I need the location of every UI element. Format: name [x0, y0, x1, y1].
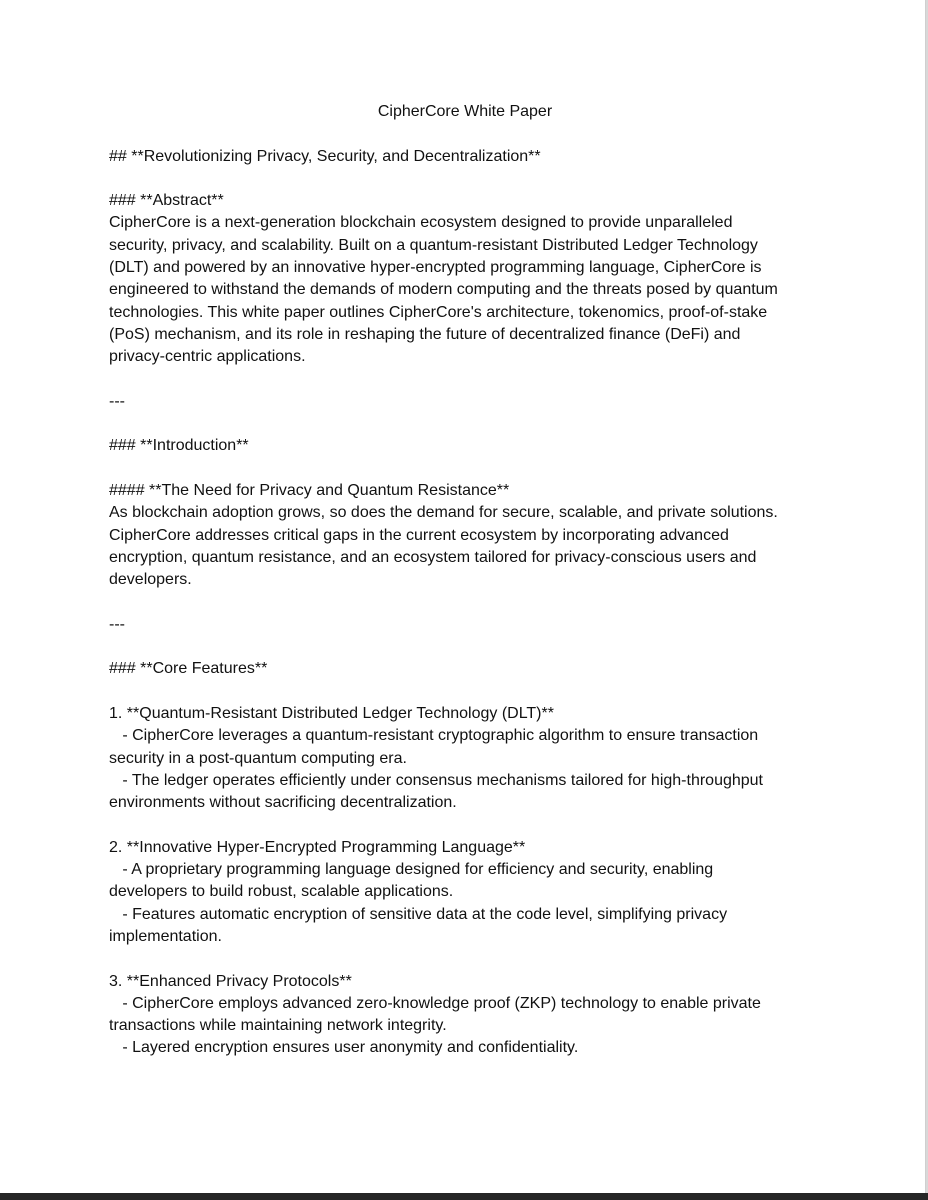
feature-line: - Layered encryption ensures user anonymity and confidentiality. — [109, 1039, 579, 1057]
document-body — [109, 101, 821, 1060]
feature-line: - Features automatic encryption of sensitive data at the code level, simplifying privacy — [109, 905, 728, 923]
feature-item — [109, 703, 821, 814]
feature-title: 3. **Enhanced Privacy Protocols** — [109, 972, 352, 990]
feature-line: transactions while maintaining network integrity. — [109, 1017, 447, 1035]
feature-line: implementation. — [109, 927, 222, 945]
feature-item — [109, 971, 821, 1060]
feature-item — [109, 837, 821, 948]
need-line: developers. — [109, 571, 192, 589]
core-features-heading: ### **Core Features** — [109, 660, 268, 678]
need-line: encryption, quantum resistance, and an ecosystem tailored for privacy-conscious users and — [109, 548, 757, 566]
need-line: CipherCore addresses critical gaps in the current ecosystem by incorporating advanced — [109, 526, 729, 544]
feature-line: - CipherCore leverages a quantum-resistant cryptographic algorithm to ensure transaction — [109, 727, 759, 745]
feature-title: 1. **Quantum-Resistant Distributed Ledger Technology (DLT)** — [109, 705, 554, 723]
abstract-line: CipherCore is a next-generation blockchain ecosystem designed to provide unparalleled — [109, 214, 733, 232]
bottom-edge-bar — [0, 1193, 928, 1200]
need-heading: #### **The Need for Privacy and Quantum Resistance** — [109, 482, 510, 500]
abstract-line: (PoS) mechanism, and its role in reshaping the future of decentralized finance (DeFi) and — [109, 325, 741, 343]
abstract-line: (DLT) and powered by an innovative hyper-encrypted programming language, CipherCore is — [109, 259, 762, 277]
abstract-heading: ### **Abstract** — [109, 192, 224, 210]
feature-line: - The ledger operates efficiently under consensus mechanisms tailored for high-throughput — [109, 771, 763, 789]
document-title: CipherCore White Paper — [377, 103, 553, 120]
introduction-heading: ### **Introduction** — [109, 437, 249, 455]
separator: --- — [109, 615, 125, 633]
abstract-line: technologies. This white paper outlines CipherCore's architecture, tokenomics, proof-of-stake — [109, 303, 768, 321]
feature-line: developers to build robust, scalable applications. — [109, 883, 454, 901]
separator: --- — [109, 392, 125, 410]
feature-line: - CipherCore employs advanced zero-knowledge proof (ZKP) technology to enable private — [109, 994, 761, 1012]
need-paragraph — [109, 502, 821, 591]
abstract-line: privacy-centric applications. — [109, 348, 306, 366]
main-heading: ## **Revolutionizing Privacy, Security, and Decentralization** — [109, 147, 541, 165]
feature-line: - A proprietary programming language designed for efficiency and security, enabling — [109, 861, 714, 879]
feature-line: environments without sacrificing decentralization. — [109, 794, 457, 812]
feature-line: security in a post-quantum computing era. — [109, 749, 407, 767]
need-line: As blockchain adoption grows, so does the demand for secure, scalable, and private solutions. — [109, 504, 778, 522]
feature-title: 2. **Innovative Hyper-Encrypted Programming Language** — [109, 838, 526, 856]
abstract-line: engineered to withstand the demands of modern computing and the threats posed by quantum — [109, 281, 778, 299]
abstract-line: security, privacy, and scalability. Built on a quantum-resistant Distributed Ledger Technology — [109, 236, 758, 254]
abstract-paragraph — [109, 212, 821, 368]
